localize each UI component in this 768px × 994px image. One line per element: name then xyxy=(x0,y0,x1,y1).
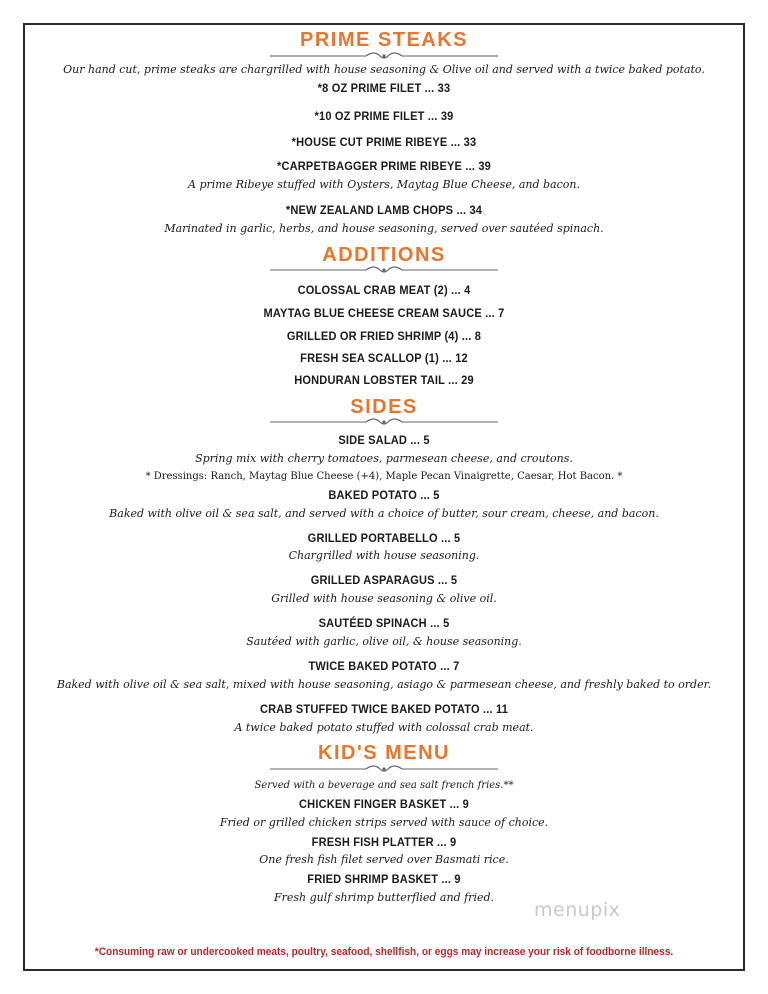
menu-item: SIDE SALAD ... 5 xyxy=(338,433,430,447)
menu-item: CRAB STUFFED TWICE BAKED POTATO ... 11 xyxy=(259,702,509,716)
prime-steaks-intro: Our hand cut, prime steaks are chargrilled with house seasoning & Olive oil and served with a twice baked potato. xyxy=(63,63,705,76)
menu-item: FRESH FISH PLATTER ... 9 xyxy=(311,835,457,849)
menu-item: TWICE BAKED POTATO ... 7 xyxy=(308,659,460,673)
dressings-note: * Dressings: Ranch, Maytag Blue Cheese (+4), Maple Pecan Vinaigrette, Caesar, Hot Bacon. * xyxy=(145,471,623,482)
menu-item: FRESH SEA SCALLOP (1) ... 12 xyxy=(300,351,468,365)
menu-item: SAUTÉED SPINACH ... 5 xyxy=(318,616,450,630)
menu-item: MAYTAG BLUE CHEESE CREAM SAUCE ... 7 xyxy=(263,306,505,320)
menu-item-description: Chargrilled with house seasoning. xyxy=(288,549,480,562)
menu-item: BAKED POTATO ... 5 xyxy=(328,488,440,502)
menu-item: HONDURAN LOBSTER TAIL ... 29 xyxy=(294,373,474,387)
additions-heading: ADDITIONS xyxy=(322,244,446,266)
menu-item-description: Sautéed with garlic, olive oil, & house seasoning. xyxy=(246,635,522,648)
menu-item-description: A prime Ribeye stuffed with Oysters, Maytag Blue Cheese, and bacon. xyxy=(188,178,580,191)
menu-item-description: Marinated in garlic, herbs, and house seasoning, served over sautéed spinach. xyxy=(164,222,604,235)
kids-menu-heading: KID'S MENU xyxy=(318,742,450,764)
menu-item-description: Baked with olive oil & sea salt, and served with a choice of butter, sour cream, cheese, and bacon. xyxy=(109,507,659,520)
prime-steaks-heading: PRIME STEAKS xyxy=(299,29,469,51)
menu-item: GRILLED PORTABELLO ... 5 xyxy=(307,531,461,545)
menu-item: *HOUSE CUT PRIME RIBEYE ... 33 xyxy=(291,135,477,149)
menu-item-description: Spring mix with cherry tomatoes, parmesean cheese, and croutons. xyxy=(195,452,573,465)
menu-item-description: One fresh fish filet served over Basmati rice. xyxy=(259,853,509,866)
menupix-watermark: menupix xyxy=(534,899,621,921)
ornament-divider xyxy=(270,50,498,62)
menu-item-description: Baked with olive oil & sea salt, mixed with house seasoning, asiago & parmesean cheese, and freshly baked to order. xyxy=(56,678,712,691)
menu-item: *8 OZ PRIME FILET ... 33 xyxy=(317,81,451,95)
food-safety-warning: *Consuming raw or undercooked meats, poultry, seafood, shellfish, or eggs may increase your risk of foodborne illness. xyxy=(94,946,674,958)
ornament-divider xyxy=(270,763,498,775)
kids-menu-intro: Served with a beverage and sea salt french fries.** xyxy=(254,780,514,791)
menu-item: CHICKEN FINGER BASKET ... 9 xyxy=(299,797,469,811)
sides-heading: SIDES xyxy=(350,396,418,418)
menu-item-description: Grilled with house seasoning & olive oil. xyxy=(271,592,497,605)
menu-item: *CARPETBAGGER PRIME RIBEYE ... 39 xyxy=(276,159,492,173)
menu-item: COLOSSAL CRAB MEAT (2) ... 4 xyxy=(297,283,471,297)
menu-item-description: A twice baked potato stuffed with colossal crab meat. xyxy=(234,721,534,734)
menu-item-description: Fresh gulf shrimp butterflied and fried. xyxy=(273,891,495,904)
ornament-divider xyxy=(270,264,498,276)
ornament-divider xyxy=(270,416,498,428)
menu-item: GRILLED ASPARAGUS ... 5 xyxy=(310,573,458,587)
menu-item: *10 OZ PRIME FILET ... 39 xyxy=(314,109,454,123)
menu-item-description: Fried or grilled chicken strips served with sauce of choice. xyxy=(219,816,549,829)
menu-item: *NEW ZEALAND LAMB CHOPS ... 34 xyxy=(285,203,483,217)
menu-item: FRIED SHRIMP BASKET ... 9 xyxy=(307,872,461,886)
menu-item: GRILLED OR FRIED SHRIMP (4) ... 8 xyxy=(286,329,482,343)
